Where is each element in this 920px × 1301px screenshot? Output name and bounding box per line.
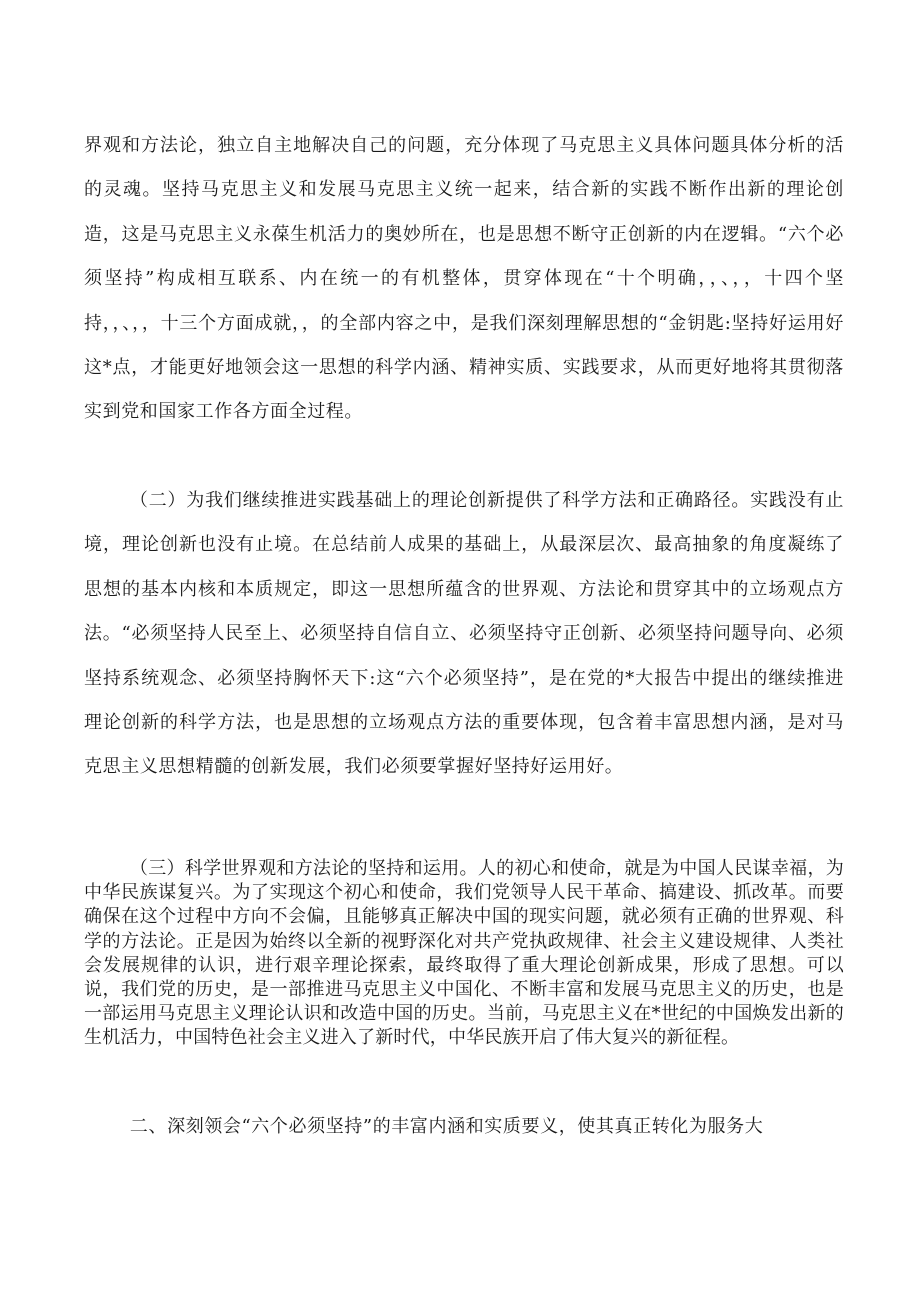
paragraph-section-2: （二）为我们继续推进实践基础上的理论创新提供了科学方法和正确路径。实践没有止境，理论创新也没有止境。在总结前人成果的基础上，从最深层次、最高抽象的角度凝练了思想的基本内核和本质规定，即这一思想所蕴含的世界观、方法论和贯穿其中的立场观点方法。“必须坚持人民至上、必须坚持自信自立、必须坚持守正创新、必须坚持问题导向、必须坚持系统观念、必须坚持胸怀天下:这“六个必须坚持”，是在党的*大报告中提出的继续推进理论创新的科学方法，也是思想的立场观点方法的重要体现，包含着丰富思想内涵，是对马克思主义思想精髓的创新发展，我们必须要掌握好坚持好运用好。 bbox=[84, 490, 844, 778]
section-heading-2: 二、深刻领会“六个必须坚持”的丰富内涵和实质要义，使其真正转化为服务大 bbox=[129, 1116, 764, 1137]
paragraph-continuation: 界观和方法论，独立自主地解决自己的问题，充分体现了马克思主义具体问题具体分析的活的灵魂。坚持马克思主义和发展马克思主义统一起来，结合新的实践不断作出新的理论创造，这是马克思主义永葆生机活力的奥妙所在，也是思想不断守正创新的内在逻辑。“六个必须坚持”构成相互联系、内在统一的有机整体，贯穿体现在“十个明确，，、，，十四个坚持，，、，，十三个方面成就，，的全部内容之中，是我们深刻理解思想的“金钥匙:坚持好运用好这*点，才能更好地领会这一思想的科学内涵、精神实质、实践要求，从而更好地将其贯彻落实到党和国家工作各方面全过程。 bbox=[84, 135, 844, 423]
paragraph-section-3: （三）科学世界观和方法论的坚持和运用。人的初心和使命，就是为中国人民谋幸福，为中华民族谋复兴。为了实现这个初心和使命，我们党领导人民干革命、搞建设、抓改革。而要确保在这个过程中方向不会偏，且能够真正解决中国的现实问题，就必须有正确的世界观、科学的方法论。正是因为始终以全新的视野深化对共产党执政规律、社会主义建设规律、人类社会发展规律的认识，进行艰辛理论探索，最终取得了重大理论创新成果，形成了思想。可以说，我们党的历史，是一部推进马克思主义中国化、不断丰富和发展马克思主义的历史，也是一部运用马克思主义理论认识和改造中国的历史。当前，马克思主义在*世纪的中国焕发出新的生机活力，中国特色社会主义进入了新时代，中华民族开启了伟大复兴的新征程。 bbox=[84, 858, 844, 1049]
